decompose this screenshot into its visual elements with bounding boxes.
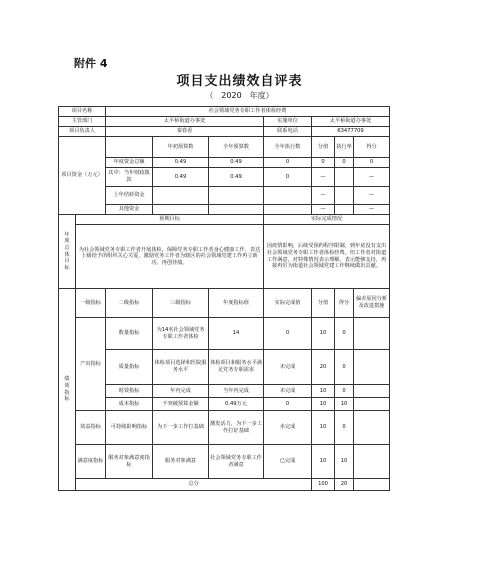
impl-label: 实施单位 bbox=[264, 117, 312, 127]
score-header: 得分 bbox=[335, 289, 354, 318]
owner-label: 项目负责人 bbox=[59, 127, 106, 137]
funds-cell: 0 bbox=[312, 158, 335, 168]
actual-cell: 已完成 bbox=[264, 445, 312, 479]
dept-value: 太平桥街道办事处 bbox=[106, 117, 264, 127]
reason-cell bbox=[354, 445, 390, 479]
reason-header: 偏差原因分析及改进措施 bbox=[354, 289, 390, 318]
level1-output: 产出指标 bbox=[76, 318, 106, 411]
funds-cell: 0 bbox=[354, 158, 390, 168]
funds-col-header: 分值 bbox=[312, 137, 335, 158]
goals-section-label bbox=[59, 215, 76, 289]
score-cell: 0 bbox=[335, 385, 354, 398]
target-cell: 0.49万元 bbox=[209, 398, 264, 411]
funds-cell: — bbox=[312, 168, 335, 187]
funds-cell bbox=[209, 205, 264, 215]
target-cell: 14 bbox=[209, 318, 264, 350]
total-value: 100 bbox=[312, 479, 335, 491]
actual-cell: 未完成 bbox=[264, 411, 312, 445]
funds-row-label: 其中：当年财政拨款 bbox=[106, 168, 153, 187]
owner-value: 秦春香 bbox=[106, 127, 264, 137]
reason-cell bbox=[354, 385, 390, 398]
phone-value: 63477709 bbox=[312, 127, 390, 137]
indicators-section-text: 绩效指标 bbox=[64, 376, 70, 403]
reason-cell bbox=[354, 411, 390, 445]
actual-cell: 未完成 bbox=[264, 385, 312, 398]
phone-label: 联系电话 bbox=[264, 127, 312, 137]
funds-col-header: 得分 bbox=[354, 137, 390, 158]
target-cell: 当年内完成 bbox=[209, 385, 264, 398]
score-cell: 10 bbox=[335, 398, 354, 411]
total-reason bbox=[354, 479, 390, 491]
funds-row-label: 上年结转资金 bbox=[106, 187, 153, 205]
score-cell: 10 bbox=[335, 445, 354, 479]
funds-cell bbox=[209, 187, 264, 205]
level3-cell: 服务对象满意 bbox=[153, 445, 209, 479]
funds-row-label: 其他资金 bbox=[106, 205, 153, 215]
funds-cell: — bbox=[354, 168, 390, 187]
reason-cell bbox=[354, 318, 390, 350]
score-value-cell: 10 bbox=[312, 385, 335, 398]
actual-cell: 0 bbox=[264, 398, 312, 411]
total-label: 总分 bbox=[76, 479, 312, 491]
funds-cell: 0.49 bbox=[209, 168, 264, 187]
funds-cell bbox=[335, 205, 354, 215]
target-cell: 社会领域党务专职工作者满意 bbox=[209, 445, 264, 479]
level3-header: 三级指标 bbox=[153, 289, 209, 318]
actual-goal-header: 实际完成情况 bbox=[264, 215, 390, 225]
actual-cell: 0 bbox=[264, 318, 312, 350]
funds-section-label: 项目资金（万元） bbox=[59, 137, 106, 215]
funds-cell: 0 bbox=[264, 158, 312, 168]
level2-header: 二级指标 bbox=[106, 289, 153, 318]
page-title: 项目支出绩效自评表 bbox=[176, 74, 303, 89]
score-value-cell: 20 bbox=[312, 350, 335, 385]
reason-cell bbox=[354, 398, 390, 411]
level1-benefit: 效益指标 bbox=[76, 411, 106, 445]
score-cell: 0 bbox=[335, 318, 354, 350]
funds-cell bbox=[335, 168, 354, 187]
score-cell: 0 bbox=[335, 350, 354, 385]
goals-section-text: 年度总体目标 bbox=[64, 231, 70, 271]
level3-cell: 为14名社会领域党务专职工作者体检 bbox=[153, 318, 209, 350]
funds-row-label: 年度资金总额 bbox=[106, 158, 153, 168]
funds-cell: 0 bbox=[335, 158, 354, 168]
funds-cell bbox=[264, 187, 312, 205]
total-score: 20 bbox=[335, 479, 354, 491]
level2-cell: 可持续影响指标 bbox=[106, 411, 153, 445]
funds-col-header: 执行率 bbox=[335, 137, 354, 158]
funds-cell bbox=[335, 187, 354, 205]
level3-cell: 不突破预算金额 bbox=[153, 398, 209, 411]
funds-col-header: 年初预算数 bbox=[153, 137, 209, 158]
expected-goal-text: 为社会领域党务专职工作者开展体检，保障党务专职工作者身心健康工作，表达上级给予的组织关心关爱，激励党务工作者为辖区的社会领域党建工作再立新功、再创佳绩。 bbox=[76, 225, 264, 289]
dept-label: 主管部门 bbox=[59, 117, 106, 127]
level3-cell: 年内完成 bbox=[153, 385, 209, 398]
actual-cell: 未完成 bbox=[264, 350, 312, 385]
funds-cell: — bbox=[312, 205, 335, 215]
target-header: 年度指标值 bbox=[209, 289, 264, 318]
actual-header: 实际完成值 bbox=[264, 289, 312, 318]
level2-cell: 服务对象满意度指标 bbox=[106, 445, 153, 479]
funds-header-blank bbox=[106, 137, 153, 158]
level1-header: 一级指标 bbox=[76, 289, 106, 318]
score-value-cell: 10 bbox=[312, 411, 335, 445]
funds-cell: 0.49 bbox=[153, 168, 209, 187]
funds-col-header: 全年执行数 bbox=[264, 137, 312, 158]
funds-cell bbox=[153, 187, 209, 205]
level2-cell: 成本指标 bbox=[106, 398, 153, 411]
funds-cell: 0.49 bbox=[209, 158, 264, 168]
level2-cell: 数量指标 bbox=[106, 318, 153, 350]
funds-cell: — bbox=[354, 205, 390, 215]
funds-col-header: 全年预算数 bbox=[209, 137, 264, 158]
funds-cell bbox=[153, 205, 209, 215]
indicators-section-label bbox=[59, 289, 76, 491]
score-value-header: 分值 bbox=[312, 289, 335, 318]
funds-cell: 0 bbox=[264, 168, 312, 187]
target-cell: 激发活力，为下一步工作打好基础 bbox=[209, 411, 264, 445]
score-value-cell: 10 bbox=[312, 398, 335, 411]
target-cell: 体检项目和服务水平满足党务专职需求 bbox=[209, 350, 264, 385]
impl-value: 太平桥街道办事处 bbox=[312, 117, 390, 127]
attachment-label: 附件 4 bbox=[74, 57, 108, 70]
self-evaluation-table bbox=[58, 106, 390, 491]
funds-cell bbox=[264, 205, 312, 215]
year-line: （ 2020 年度） bbox=[205, 91, 274, 100]
level2-cell: 时效指标 bbox=[106, 385, 153, 398]
reason-cell bbox=[354, 350, 390, 385]
level3-cell: 为下一步工作打基础 bbox=[153, 411, 209, 445]
level1-satisfaction: 满意度指标 bbox=[76, 445, 106, 479]
project-name-label: 项目名称 bbox=[59, 107, 106, 117]
score-cell: 0 bbox=[335, 411, 354, 445]
funds-cell: 0.49 bbox=[153, 158, 209, 168]
level3-cell: 体检项目选择和医院服务水平 bbox=[153, 350, 209, 385]
expected-goal-header: 预期目标 bbox=[76, 215, 264, 225]
score-value-cell: 10 bbox=[312, 445, 335, 479]
funds-cell: — bbox=[354, 187, 390, 205]
level2-cell: 质量指标 bbox=[106, 350, 153, 385]
score-value-cell: 10 bbox=[312, 318, 335, 350]
funds-cell: — bbox=[312, 187, 335, 205]
actual-goal-text: 因疫情影响，后续受预约程序限制，到年底没有支出社会领域党务专职工作者体检经费。但工作者对街道工作满意，对特殊情况表示理解，表示能够支持，再接再厉为街道社会领域党建工作继续做出贡献。 bbox=[264, 225, 390, 289]
project-name-value: 社会领域党务专职工作者体检经费 bbox=[106, 107, 390, 117]
